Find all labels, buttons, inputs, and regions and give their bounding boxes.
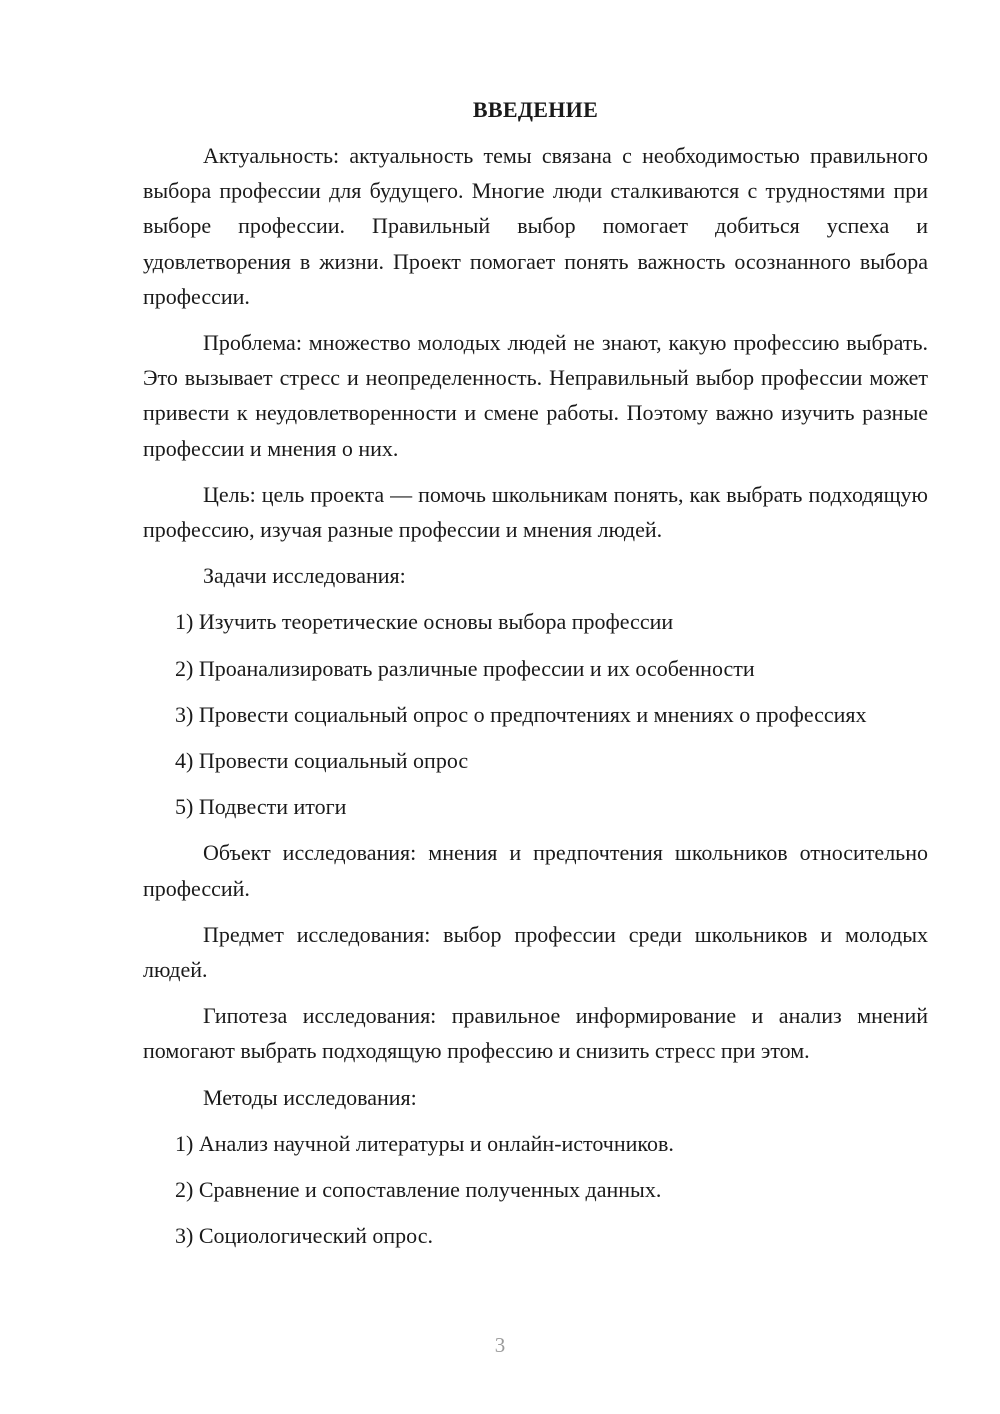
task-item-5: 5) Подвести итоги: [175, 794, 347, 820]
paragraph-tasks-heading: Задачи исследования:: [203, 563, 406, 589]
task-item-3: 3) Провести социальный опрос о предпочтениях и мнениях о профессиях: [175, 701, 867, 727]
paragraph-object: Объект исследования: мнения и предпочтения школьников относительно профессий.: [143, 840, 928, 901]
section-title: ВВЕДЕНИЕ: [472, 97, 599, 122]
paragraph-problem: Проблема: множество молодых людей не знают, какую профессию выбрать. Это вызывает стресс и неопределенность. Неправильный выбор профессии может привести к неудовлетворенности и смене работы. Поэтому важно изучить разные профессии и мнения о них.: [143, 330, 928, 461]
paragraph-methods-heading: Методы исследования:: [203, 1084, 417, 1110]
paragraph-goal: Цель: цель проекта — помочь школьникам понять, как выбрать подходящую профессию, изучая разные профессии и мнения людей.: [143, 481, 928, 543]
method-item-1: 1) Анализ научной литературы и онлайн-источников.: [175, 1130, 674, 1156]
document-page: [143, 92, 928, 1264]
page-number: 3: [494, 1333, 506, 1357]
paragraph-hypothesis: Гипотеза исследования: правильное информирование и анализ мнений помогают выбрать подходящую профессию и снизить стресс при этом.: [143, 1003, 928, 1064]
task-item-2: 2) Проанализировать различные профессии и их особенности: [175, 655, 755, 681]
method-item-3: 3) Социологический опрос.: [175, 1223, 433, 1249]
task-item-4: 4) Провести социальный опрос: [175, 748, 469, 774]
paragraph-subject: Предмет исследования: выбор профессии среди школьников и молодых людей.: [143, 921, 928, 983]
method-item-2: 2) Сравнение и сопоставление полученных данных.: [175, 1177, 662, 1203]
task-item-1: 1) Изучить теоретические основы выбора профессии: [175, 609, 674, 635]
paragraph-relevance: Актуальность: актуальность темы связана с необходимостью правильного выбора профессии для будущего. Многие люди сталкиваются с трудностями при выборе профессии. Правильный выбор помогает добиться успеха и удовлетворения в жизни. Проект помогает понять важность осознанного выбора профессии.: [143, 143, 928, 309]
